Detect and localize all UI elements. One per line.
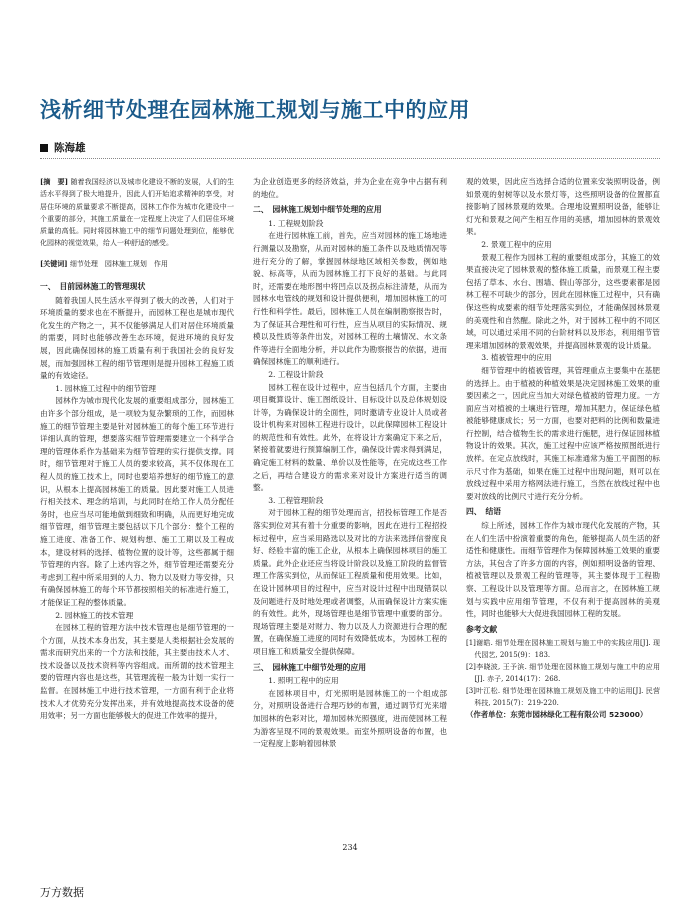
paragraph: 细节管理中的植被管理，其管理重点主要集中在基肥的选择上。由于植被的种植效果是决定园林施工效果的重要因素之一，因此应当加大对绿色植被的管理力度。一方面应当对植被的土壤进行管理，增加其肥力，保证绿色植被能够健康成长；另一方面，也要对把料的比例和数量进行控制，结合植物生长的需求进行施肥，进行保证园林植物设计的效果。其次，施工过程中应该严格按照图纸进行放样。在定点放线时，其施工标准通常为施工平面图的标示尺寸作为基础，如果在施工过程中出现问题，则可以在放线过程中采用方格网法进行施工，当然在放线过程中也要对放线的比例尺寸进行充分分析。 bbox=[466, 365, 660, 501]
paragraph: 在园林工程的管理方法中技术管理也是细节管理的一个方面，从技术本身出发，其主要是人类根据社会发展的需求而研究出来的一个方法和技能，其主要由技术人才、技术设备以及技术资料等内容组成。而所谓的技术管理主要的管理内容也是这些，其管理流程一般为计划一实行一监督。在园林施工中进行技术管理，一方面有利于企业将技术人才优势充分发挥出来，并有效地提高技术设备的使用效率；另一方面也能够极大的促进工作效率的提升， bbox=[40, 623, 234, 721]
paragraph: 随着我国人民生活水平得到了极大的改善，人们对于环境质量的要求也在不断提升，而园林工程也是城市现代化发生的产物之一，其不仅能够满足人们对居住环境质量的需要，同时也能够改善生态环境，促进环境的良好发展，因此确保园林的施工质量有利于我国社会的良好发展，而加强园林工程的细节管理则是提升园林工程施工质量的有效途径。 bbox=[40, 295, 234, 381]
abstract-text: 随着我国经济以及城市化建设不断的发展，人们的生活水平得到了极大地提升，因此人们开始追求精神的享受，对居住环境的质量要求不断提高，园林工作作为城市化建设中一个重要的部分，其施工质量在一定程度上决定了人们居住环境质量的高低。同时将园林施工中的细节问题处理到位，能够优化园林的视觉效果，给人一种舒适的感受。 bbox=[40, 178, 234, 248]
subsection-heading: 2. 工程设计阶段 bbox=[268, 369, 324, 379]
paragraph: 对于园林工程的细节处理而言，招投标管理工作是否落实到位对其有着十分重要的影响，因此在进行工程招投标过程中，应当采用路选以及对比的方法来选择信誉度良好、经验丰富的施工企业，从根本上确保园林项目的施工质量。此外企业还应当将设计阶段以及施工阶段的监督管理工作落实到位，从而保证工程质量和使用效果。比如，在设计园林项目的过程中，应当对设计过程中出现错误以及问题进行及时地处理或者调整，从而确保设计方案实施的有效性。此外，现场管理也是细节管理中重要的部分。现场管理主要是对财力、物力以及人力资源进行合理的配置，在确保施工进度的同时有效降低成本，为园林工程的项目施工和质量安全提供保障。 bbox=[253, 508, 447, 656]
section-heading: 三、 园林施工中细节处理的应用 bbox=[253, 662, 367, 672]
keywords-text: 细节处理 园林施工规划 作用 bbox=[69, 259, 168, 268]
section-heading: 一、 目前园林施工的管理现状 bbox=[40, 282, 146, 292]
paragraph: 景观工程作为园林工程的重要组成部分，其施工的效果直接决定了园林景观的整体施工质量，而景观工程主要包括了草本、水台、围墙、假山等部分，这些要素都是园林工程不可缺少的部分，因此在园林施工过程中，只有确保这些构成要素的细节处理落实到位，才能确保园林景观的美观性和自然醒。除此之外，对于园林工程中的不同区域，可以通过采用不同的台阶材料以及形态，利用细节管理来增加园林的景观效果，并提高园林景观的设计质量。 bbox=[466, 252, 660, 350]
column-3-body bbox=[466, 176, 660, 722]
paragraph: 园林作为城市现代化发展的重要组成部分，园林施工由许多个部分组成，是一项较为复杂繁琐的工作，而园林施工的细节管理主要是针对园林施工的每个施工环节进行详细认真的管理，想要落实细节管理需要建立一个科学合理的管理体系作为基础来为细节管理的实行提供支撑。同时，细节管理对于施工人员的要求较高，其不仅体现在工程人员的施工技术上，同时也要培养想好的细节施工的意识，从根本上提高园林施工的质量。因此要对施工人员进行相关技术、理念的培训，与此同时在给工作人员分配任务时，也应当尽可能地做到细致和明确，从而更好地完成细节管理，细节管理主要包括以下几个部分：整个工程的施工进度、准备工作、规划构想、施工工期以及工程成本，建设材料的选择、植物位置的设计等，这些都属于细节管理的内容。除了上述内容之外，细节管理还需要充分考虑到工程中所采用到的人力、物力以及财力等安排，只有确保园林施工的每个环节都按照相关的标准进行施工，才能保证工程的整体质量。 bbox=[40, 396, 234, 607]
author-marker-icon bbox=[40, 144, 48, 152]
column-2 bbox=[253, 176, 447, 751]
column-1 bbox=[40, 176, 234, 723]
abstract-label: [摘 要] bbox=[40, 177, 69, 186]
subsection-heading: 1. 园林施工过程中的细节管理 bbox=[55, 383, 156, 393]
subsection-heading: 1. 照明工程中的应用 bbox=[268, 676, 339, 686]
subsection-heading: 3. 工程管理阶段 bbox=[268, 495, 324, 505]
paragraph: 园林工程在设计过程中，应当包括几个方面，主要由项目概算设计、施工图纸设计、目标设计以及总体规划设计等，为确保设计的全面性，同时邀请专业设计人员或者设计机构来对园林工程进行设计，以此保障园林工程设计的规范性和有效性。此外，在将设计方案确定下来之后，紧接着就要进行预算编制工作，确保设计需求得到满足，确定施工材料的数量、单价以及性能等，在完成这些工作之后，再结合建设方的需求来对设计方案进行适当的调整。 bbox=[253, 382, 447, 493]
reference-item: [1]谢皓. 细节处理在园林施工规划与施工中的实践应用[J]. 现代园艺, 2015(9)：183. bbox=[466, 639, 660, 660]
paragraph: 在园林项目中，灯光照明是园林施工的一个组成部分，对照明设备进行合理巧妙的布置，通过调节灯光来增加园林的色彩对比，增加园林光照强度，进而使园林工程为游客呈现不同的景观效果。而室外照明设备的布置，也一定程度上影响着园林景 bbox=[253, 688, 447, 749]
section-heading: 参考文献 bbox=[466, 624, 498, 634]
author bbox=[40, 140, 86, 155]
author-affiliation: （作者单位：东莞市园林绿化工程有限公司 523000） bbox=[466, 710, 648, 720]
keywords-label: [关键词] bbox=[40, 258, 68, 268]
watermark: 万方数据 bbox=[40, 886, 84, 899]
section-heading: 二、 园林施工规划中细节处理的应用 bbox=[253, 205, 382, 215]
subsection-heading: 3. 植被管理中的应用 bbox=[481, 353, 552, 363]
column-2-body bbox=[253, 176, 447, 751]
reference-item: [3]叶江松. 细节处理在园林施工规划及施工中的运用[J]. 民营科技, 2015(7)：219-220. bbox=[466, 687, 660, 708]
title-divider bbox=[40, 158, 660, 159]
keywords bbox=[40, 258, 234, 270]
column-1-body bbox=[40, 281, 234, 723]
section-heading: 四、 结语 bbox=[466, 507, 502, 517]
paragraph: 综上所述，园林工作作为城市现代化发展的产物，其在人们生活中扮演着重要的角色，能够提高人员生活的舒适性和健康性。而细节管理作为保障园林施工效果的重要方法，其包含了许多方面的内容，例如照明设备的管理、植被管理以及景观工程的管理等，其主要体现于工程勘察、工程设计以及管理等方面。总而言之，在园林施工规划与实践中应用细节管理，不仅有利于提高园林的美观性，同时也能够大大促进我国园林工程的发展。 bbox=[466, 521, 660, 619]
page-number: 234 bbox=[342, 843, 358, 852]
subsection-heading: 2. 园林施工的技术管理 bbox=[55, 610, 134, 620]
paragraph: 观的效果，因此应当选择合适的位置来安装照明设备，例如景观的射树等以及水景灯等，这些照明设备的位置都直接影响了园林景观的效果。合理地设置照明设备，能够让灯光和景观之间产生相互作用的美感，增加园林的景观效果。 bbox=[466, 177, 660, 237]
paragraph: 为企业创造更多的经济效益，并为企业在竞争中占据有利的地位。 bbox=[253, 177, 447, 199]
reference-item: [2]李晓波, 王予滨. 细节处理在园林施工规划与施工中的应用[J]. 赤子, 2014(17)：268. bbox=[466, 663, 660, 684]
paragraph: 在进行园林施工前，首先，应当对园林的施工场地进行测量以及勘察，从而对园林的施工条件以及地质情况等进行充分的了解，掌握园林绿地区域相关参数，例如地貌、标高等，从而为园林施工打下良好的基础。与此同时，还需要在地形图中将凹点以及拐点标注清楚，从而为园林水电管线的规划和设计提供便利，增加园林施工的可行性和科学性。最后，园林施工人员在编制勘察报告时，为了保证其合理性和可行性，应当从项目的实际情况、规模以及性质等条件出发，对园林工程的土壤情况、水文条件等进行全面地分析，并以此作为勘察报告的依据，进而确保园林施工的顺利进行。 bbox=[253, 231, 447, 367]
column-3 bbox=[466, 176, 660, 722]
author-name: 陈海雄 bbox=[54, 142, 86, 154]
subsection-heading: 2. 景观工程中的应用 bbox=[481, 239, 552, 249]
abstract bbox=[40, 176, 234, 250]
article-title: 浅析细节处理在园林施工规划与施工中的应用 bbox=[40, 98, 470, 122]
subsection-heading: 1. 工程规划阶段 bbox=[268, 218, 324, 228]
